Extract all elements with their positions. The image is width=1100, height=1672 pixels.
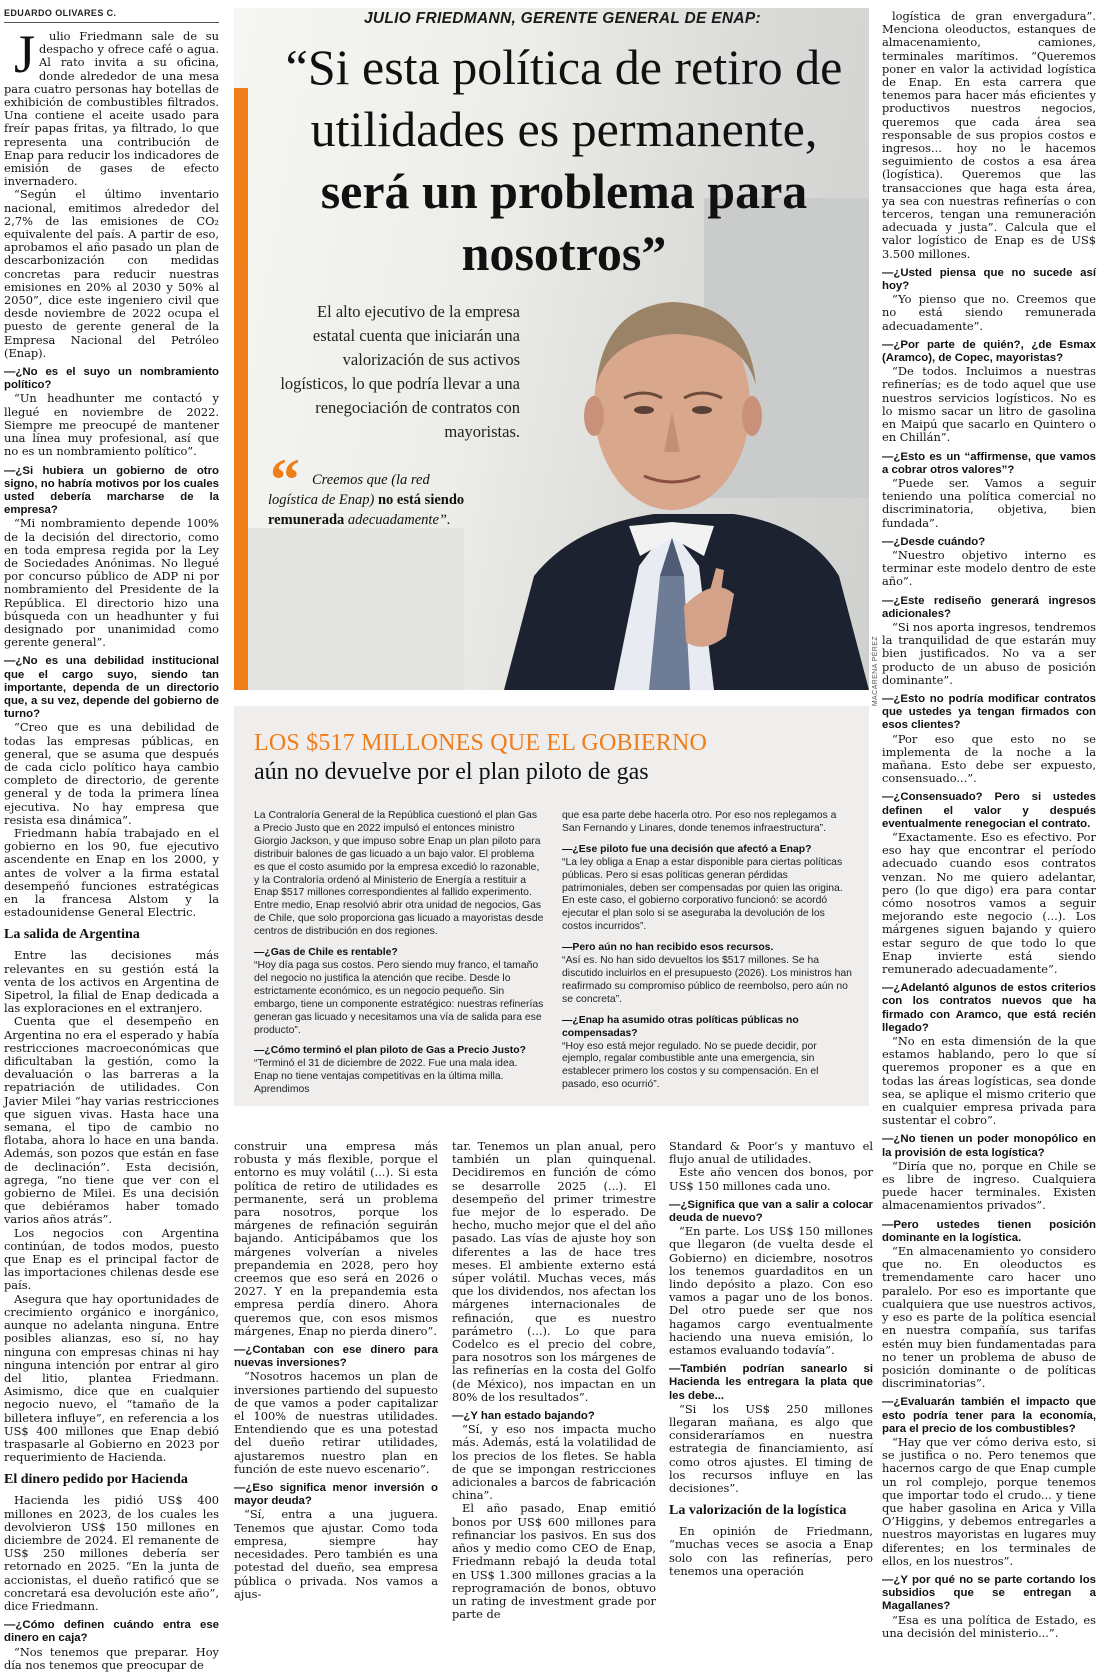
paragraph: Los negocios con Argentina continúan, de todos modos, puesto que Enap es el principal factor de las importaciones chilenas desde ese país. <box>4 1225 219 1293</box>
paragraph: logística de gran envergadura”. Menciona oleoductos, estanques de almacenamiento, camiones, terminales marítimos. “Queremos poner en valor la actividad logística de Enap. En esta carrera que tenemos para hacer más eficientes y productivos nuestros negocios, queremos que cada área sea responsable de sus propios costos e ingresos... hoy no le hacemos seguimiento de costos a esa área (logística). Queremos que las transacciones que haga esta área, ya sea con nuestras refinerías o con terceros, tengan una remuneración adecuada y justa”. Calcula que el valor logístico de Enap es de US$ 3.500 millones. <box>882 9 1096 261</box>
paragraph: Hacienda les pidió US$ 400 millones en 2023, de los cuales les devolvieron US$ 150 millones en diciembre de 2024. El remanente de US$ 250 millones debería ser retornado en 2025. “En la junta de accionistas, el dueño ratificó que se concretará esa devolución este año”, dice Friedmann. <box>4 1493 219 1613</box>
paragraph: “Según el último inventario nacional, emitimos alrededor del 2,7% de las emisiones de CO₂ equivalente del país. A partir de eso, aprobamos el año pasado un plan de descarbonización con medidas concretas para reducir nuestras emisiones en 20% al 2030 y 50% al 2050”, dice este ingeniero civil que desde noviembre de 2022 ocupa el puesto de gerente general de la Empresa Nacional del Petróleo (Enap). <box>4 187 219 360</box>
question: —¿Y han estado bajando? <box>452 1410 595 1423</box>
paragraph: “Así es. No han sido devueltos los $517 millones. Se ha discutido incluirlos en el presupuesto (2026). Los ministros han reafirmado su compromiso público de reembolso, pero aún no se concreta”. <box>562 955 852 1005</box>
question: —¿Por parte de quién?, ¿de Esmax (Aramco), de Copec, mayoristas? <box>882 338 1096 365</box>
sidebar-box <box>234 706 869 1106</box>
question: —¿Cómo terminó el plan piloto de Gas a Precio Justo? <box>254 1045 526 1057</box>
pull-quote-part-1: Creemos que (la red logística de Enap) <box>268 472 430 508</box>
paragraph: “Sí, entra a una juguera. Tenemos que ajustar. Como toda empresa, siempre hay necesidades. Pero también es una potestad del dueño, sea empresa pública o privada. Nos vamos a ajus- <box>234 1507 438 1601</box>
paragraph: “Sí, y eso nos impacta mucho más. Además, está la volatilidad de los precios de los fletes. Se habla de que se impongan restricciones adicionales a barcos de fabricación china”. <box>452 1422 656 1503</box>
paragraph: “En almacenamiento yo considero que no. En oleoductos es tremendamente caro hacer uno paralelo. Por eso es importante que cualquiera que use nuestros activos, y eso es parte de la política esencial en nuestra compañía, sus tarifas estén muy bien fundamentadas para no tener un problema de abuso de posición dominante o de políticas discriminatorias”. <box>882 1244 1096 1391</box>
deck: El alto ejecutivo de la empresa estatal cuenta que iniciarán una valorización de sus activos logísticos, lo que podría llevar a una renegociación de contratos con mayoristas. <box>280 302 520 441</box>
headline <box>264 36 864 284</box>
paragraph: Asegura que hay oportunidades de crecimiento orgánico e inorgánico, aunque no adelanta ninguna. Entre posibles alianzas, eso sí, no hay ninguna con empresas chinas ni hay ninguna intención por entrar al giro del litio, plantea Friedmann. Asimismo, dice que en cualquier negocio nuevo, el “tamaño de la billetera influye”, en referencia a los US$ 400 millones que Enap debió traspasarle al Gobierno en 2023 por requerimiento de Hacienda. <box>4 1291 219 1465</box>
question: —¿Y por qué no se parte cortando los subsidios que se entregan a Magallanes? <box>882 1573 1096 1613</box>
paragraph: “Si los US$ 250 millones llegaran mañana, es algo que consideraríamos en nuestra estrategia de financiamiento, así como otros ajustes. El timing de los recursos influye en las decisiones”. <box>669 1401 873 1496</box>
quote-mark-icon: “ <box>270 447 300 513</box>
paragraph: Friedmann había trabajado en el gobierno en los 90, fue ejecutivo ascendente en Enap en los 2000, y antes de volver a la firma estatal desempeñó funciones estratégicas en la francesa Alstom y la estadounidense General Electric. <box>4 825 219 920</box>
paragraph: “Diría que no, porque en Chile se es libre de ingreso. Cualquiera puede hacer terminales. Existen almacenamientos privados”. <box>882 1158 1096 1213</box>
paragraph: “Nosotros hacemos un plan de inversiones partiendo del supuesto de que vamos a poder capitalizar el 100% de nuestras utilidades. Entendiendo que es una potestad del dueño retirar utilidades, ajustaremos nuestro plan en función de este nuevo escenario”. <box>234 1369 438 1476</box>
box-title: LOS $517 MILLONES QUE EL GOBIERNO <box>254 730 708 756</box>
paragraph: El año pasado, Enap emitió bonos por US$ 600 millones para refinanciar los pasivos. En sus dos años y medio como CEO de Enap, Friedmann rebajó la deuda total en US$ 1.300 millones gracias a la reprogramación de bonos, obtuvo un rating de investment grade por parte de <box>452 1501 656 1622</box>
pull-quote-part-3: adecuadamente”. <box>347 512 451 528</box>
question: —¿Enap ha asumido otras políticas públicas no compensadas? <box>562 1014 799 1039</box>
question: —¿Evaluarán también el impacto que esto podría tener para la economía, para el precio de los combustibles? <box>882 1396 1096 1435</box>
question: —¿Gas de Chile es rentable? <box>254 947 398 959</box>
paragraph: Standard & Poor’s y mantuvo el flujo anual de utilidades. <box>669 1139 873 1167</box>
paragraph: “Nos tenemos que preparar. Hoy día nos tenemos que preocupar de <box>4 1644 219 1672</box>
paragraph: “No en esta dimensión de la que estamos hablando, pero lo que sí queremos proponer es a que en todas las áreas logísticas, sea donde sea, se aplique el mismo criterio que en cualquier empresa privada para sustentar el cobro”. <box>882 1034 1096 1128</box>
paragraph: “Esa es una política de Estado, es una decisión del ministerio...”. <box>882 1612 1096 1640</box>
photo-credit: MACARENA PÉREZ <box>872 636 879 707</box>
headline-regular: “Si esta política de retiro de utilidades es permanente, <box>285 39 843 157</box>
paragraph: Julio Friedmann sale de su despacho y ofrece café o agua. Al rato invita a su oficina, donde alrededor de una mesa para cuatro personas hay botellas de exhibición de combustibles filtrados. Una contiene el aceite usado para freír papas fritas, ya filtrado, lo que representa una contribución de Enap para reducir los indicadores de emisión de gases de efecto invernadero. <box>4 24 219 189</box>
paragraph: construir una empresa más robusta y más flexible, porque el entorno es muy volátil (...). Si esta política de retiro de utilidades es permanente, será un problema para nosotros, porque los márgenes de refinación seguirán bajando. Anticipábamos que los márgenes volverían a niveles prepandemia en 2028, pero hoy creemos que eso será en 2026 o 2027. Y en la prepandemia esta empresa perdía dinero. Ahora queremos que, con esos mismos márgenes, Enap no pierda dinero”. <box>234 1139 438 1338</box>
paragraph: “La ley obliga a Enap a estar disponible para ciertas políticas públicas. Pero si esas políticas generan pérdidas patrimoniales, deben ser compensadas por quien las origina. En este caso, el gobierno corporativo funcionó: se acordó ejecutar el plan solo si se aseguraba la devolución de los costos incurridos”. <box>562 856 843 933</box>
portrait-photo <box>464 276 869 690</box>
paragraph: En opinión de Friedmann, “muchas veces se asocia a Enap solo con las refinerías, pero tenemos una operación <box>669 1524 873 1578</box>
paragraph: La Contraloría General de la República cuestionó el plan Gas a Precio Justo que en 2022 impulsó el entonces ministro Giorgio Jackson, y que impuso sobre Enap un plan piloto para distribuir balones de gas licuado a un bajo valor. El problema es que el costo asumido por la empresa excedió lo razonable, y la Contraloría ordenó al Ministerio de Energía a restituir a Enap $517 millones correspondientes al fallido experimento. Entre medio, Enap resolvió abrir otra unidad de negocios, Gas de Chile, que solo proporciona gas licuado a mayoristas desde centros de distribución en dos regiones. <box>254 810 544 938</box>
pull-quote-part-2: no está siendo remunerada <box>268 492 465 528</box>
subheading: El dinero pedido por Hacienda <box>4 1472 188 1488</box>
question: —¿Usted piensa que no sucede así hoy? <box>882 266 1096 293</box>
question: —¿Adelantó algunos de estos criterios con los contratos nuevos que ha firmado con Aramco, que está recién llegado? <box>882 982 1096 1034</box>
paragraph: “Yo pienso que no. Creemos que no está siendo remunerada adecuadamente”. <box>882 292 1096 333</box>
question: —Pero aún no han recibido esos recursos. <box>562 942 774 954</box>
question: —Pero ustedes tienen posición dominante en la logística. <box>882 1218 1096 1244</box>
paragraph: “Si nos aporta ingresos, tendremos la tranquilidad de que estarán muy bien justificados. No va a ser producto de un abuso de posición dominante”. <box>882 619 1096 687</box>
question: —¿No es el suyo un nombramiento político? <box>4 366 219 392</box>
byline-divider <box>4 22 219 23</box>
box-subtitle: aún no devuelve por el plan piloto de gas <box>254 759 649 785</box>
article-column-3 <box>452 1139 656 1622</box>
question: —También podrían sanearlo si Hacienda les entregara la plata que les debe... <box>669 1363 873 1402</box>
question: —¿Contaban con ese dinero para nuevas inversiones? <box>234 1344 438 1370</box>
paragraph: que esa parte debe hacerla otro. Por eso nos replegamos a San Fernando y Linares, donde tenemos infraestructura”. <box>562 810 837 834</box>
question: —¿No es una debilidad institucional que el cargo suyo, siendo tan importante, dependa de un directorio que, a su vez, depende del gobierno de turno? <box>4 655 219 721</box>
box-column-left <box>254 810 544 1097</box>
subheading: La valorización de la logística <box>669 1503 847 1519</box>
question: —¿Consensuado? Pero si ustedes definen el valor y después eventualmente renegocian el contrato. <box>882 791 1096 830</box>
accent-bar <box>234 88 248 690</box>
question: —¿No tienen un poder monopólico en la provisión de esta logística? <box>882 1133 1096 1159</box>
question: —¿Eso significa menor inversión o mayor deuda? <box>234 1482 438 1508</box>
article-column-2 <box>234 1139 438 1601</box>
question: —¿Significa que van a salir a colocar deuda de nuevo? <box>669 1198 873 1225</box>
question: —¿Si hubiera un gobierno de otro signo, no habría motivos por los cuales usted debería marcharse de la empresa? <box>4 464 219 517</box>
paragraph: Entre las decisiones más relevantes en su gestión está la venta de los activos en Argentina de Sipetrol, la filial de Enap dedicada a las exploraciones en el extranjero. <box>4 948 219 1016</box>
question: —¿Cómo definen cuándo entra ese dinero en caja? <box>4 1619 219 1645</box>
background-window <box>234 528 464 690</box>
paragraph: “Por eso que esto no se implementa de la noche a la mañana. Esto debe ser expuesto, consensuado...”. <box>882 731 1096 786</box>
article-column-1 <box>4 24 219 1672</box>
pull-quote <box>268 470 478 530</box>
kicker: JULIO FRIEDMANN, GERENTE GENERAL DE ENAP: <box>364 10 761 27</box>
question: —¿Esto no podría modificar contratos que ustedes ya tengan firmados con esos clientes? <box>882 692 1096 732</box>
paragraph: tar. Tenemos un plan anual, pero también un plan quinquenal. Decidiremos en función de cómo se desarrolle 2025 (...). El desempeño del primer trimestre fue mejor de lo esperado. De hecho, mucho mejor que el del año pasado. Las vías de ajuste hoy son diferentes a las de hace tres meses. El ambiente externo está súper volátil. Muchas veces, más que los dividendos, nos afectan los márgenes internacionales de refinación, que es nuestro parámetro (...). Lo que para Codelco es el precio del cobre, para nosotros son los márgenes de las refinerías en la costa del Golfo (de México), nos impactan en un 80% de los resultados”. <box>452 1139 656 1404</box>
box-column-right <box>562 810 852 1092</box>
article-column-4 <box>669 1139 873 1578</box>
hero-section <box>234 8 869 690</box>
paragraph: “Creo que es una debilidad de todas las empresas públicas, en general, que se asuma que después de cada ciclo político haya cambio completo de directorio, de gerente general y de toda la primera línea ejecutiva. No hay empresa que resista esa dinámica”. <box>4 720 219 827</box>
paragraph: “Exactamente. Eso es efectivo. Por eso hay que encontrar el período adecuado cuando esos contratos venzan. No me quiero adelantar, pero (lo que digo) era para contar cómo nosotros vamos a seguir mejorando este negocio (...). Los márgenes siguen bajando y quiero estar seguro de que todo lo que Enap invierte está siendo remunerado adecuadamente”. <box>882 829 1096 977</box>
paragraph: “Nuestro objetivo interno es terminar este modelo dentro de este año”. <box>882 547 1096 589</box>
paragraph: “Terminó el 31 de diciembre de 2022. Fue una mala idea. Enap no tiene ventajas competitivas en la última milla. Aprendimos <box>254 1058 518 1096</box>
question: —¿Desde cuándo? <box>882 535 986 548</box>
paragraph: “Mi nombramiento depende 100% de la decisión del directorio, como en toda empresa regida por la Ley de Sociedades Anónimas. No llegué por concurso público de ADP ni por nombramiento del Presidente de la República. El directorio hizo una búsqueda con un headhunter y fui designado por unanimidad como gerente general”. <box>4 516 219 650</box>
paragraph: Este año vencen dos bonos, por US$ 150 millones cada uno. <box>669 1165 873 1193</box>
subheading: La salida de Argentina <box>4 927 140 943</box>
paragraph: “Hoy eso está mejor regulado. No se puede decidir, por ejemplo, regalar combustible ante una emergencia, sin establecer primero los costos y su compensación. En el pasado, eso ocurrió”. <box>562 1040 819 1091</box>
question: —¿Ese piloto fue una decisión que afectó a Enap? <box>562 843 812 855</box>
paragraph: “En parte. Los US$ 150 millones que llegaron (de vuelta desde el Gobierno) en diciembre, nosotros los tenemos guardaditos en un lindo depósito a plazo. Con eso vamos a pagar uno de los bonos. Del otro puede ser que nos hagamos cargo eventualmente haciendo una nueva emisión, lo estamos evaluando todavía”. <box>669 1224 873 1358</box>
byline: EDUARDO OLIVARES C. <box>4 8 117 18</box>
question: —¿Este rediseño generará ingresos adicionales? <box>882 594 1096 620</box>
paragraph: Cuenta que el desempeño en Argentina no era el esperado y había restricciones macroeconómicas que dificultaban la gestión, como la devaluación o las barreras a la repatriación de utilidades. Con Javier Milei “hay varias restricciones que siguen vivas. Hasta hace una semana, el tipo de cambio no flotaba, ahora lo hace en una banda. Además, son pozos que están en fase de declinación”. Esta decisión, agrega, “no tiene que ver con el gobierno de Milei. Es una decisión que debiéramos haber tomado varios años atrás”. <box>4 1014 219 1227</box>
paragraph: “Hoy día paga sus costos. Pero siendo muy franco, el tamaño del negocio no justifica la atención que recibe. Desde lo estrictamente económico, es un negocio pequeño. Sin embargo, tiene un componente estratégico: nuestras refinerías generan gas licuado y necesitamos una vía de salida para ese producto”. <box>254 959 544 1036</box>
paragraph: “Hay que ver cómo deriva esto, si se justifica o no. Pero tenemos que hacernos cargo de que Enap cumple un rol complejo, porque tenemos que importar todo el crudo... y tiene que haber gasolina en Arica y Villa O’Higgins, y debemos entregarles a nuestros mayoristas en lugares muy diferentes; en los terminales de ellos, en los nuestros”. <box>882 1434 1096 1568</box>
headline-bold: será un problema para nosotros” <box>320 163 808 281</box>
question: —¿Esto es un “affirmense, que vamos a cobrar otros valores”? <box>882 450 1096 476</box>
paragraph: “De todos. Incluimos a nuestras refinerías; es de todo aquel que use nuestros servicios logísticos. No es lo mismo sacar un litro de gasolina en Maipú que sacarlo en Quintero o en Chillán”. <box>882 364 1096 445</box>
paragraph: “Un headhunter me contactó y llegué en noviembre de 2022. Siempre me preocupé de mantener una línea muy profesional, así que no es un nombramiento político”. <box>4 391 219 459</box>
paragraph: “Puede ser. Vamos a seguir teniendo una política comercial no discriminatoria, objetiva, bien fundada”. <box>882 475 1096 530</box>
article-column-5 <box>882 9 1096 1640</box>
